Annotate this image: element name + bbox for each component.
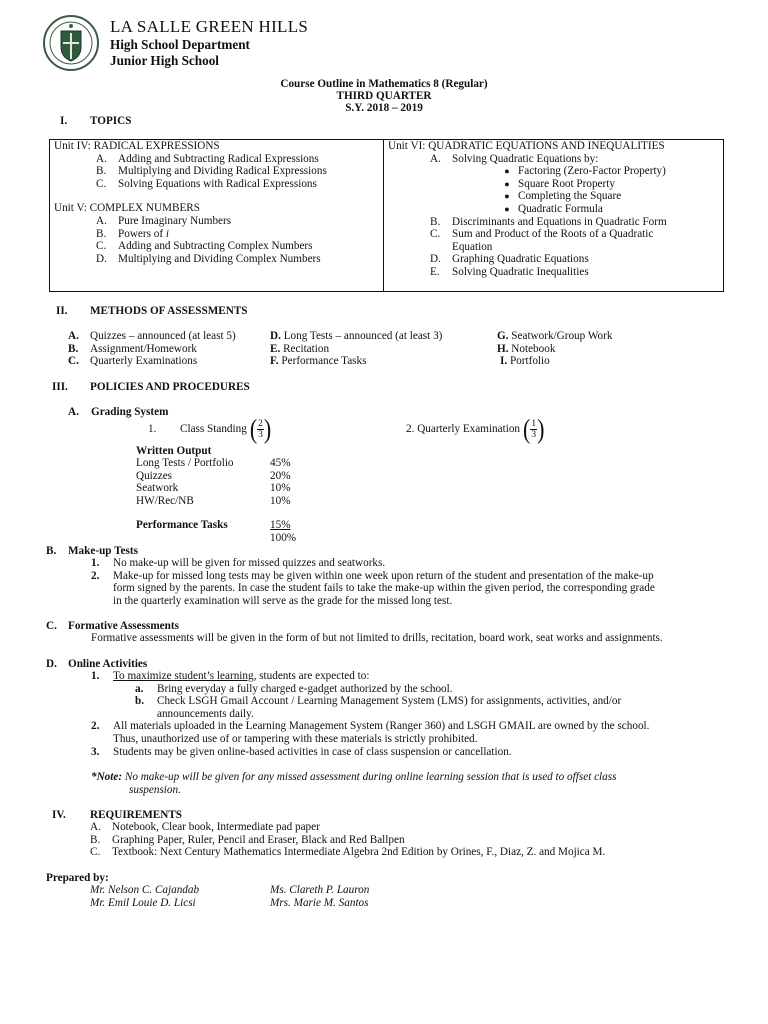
formative-title: Formative Assessments [68, 620, 179, 632]
bullet-item: ● Quadratic Formula [504, 202, 603, 215]
subsection-label: C. [46, 620, 57, 632]
list-item: C. Textbook: Next Century Mathematics Intermediate Algebra 2nd Edition by Orines, F., Diaz, Z. and Mojica M. [90, 846, 606, 859]
school-name: LA SALLE GREEN HILLS [110, 17, 309, 36]
quarterly-examination: 2. Quarterly Examination ( 1 3 ) [406, 412, 545, 444]
unit-item-list [54, 215, 379, 265]
unit-item-list [54, 153, 379, 191]
table-row: HW/Rec/NB 10% [136, 494, 291, 507]
school-year: S.Y. 2018 – 2019 [345, 102, 423, 114]
fraction-one-third: ( 1 3 ) [523, 412, 545, 444]
table-row-total: 100% [270, 531, 297, 544]
class-standing: 1. Class Standing ( 2 3 ) [148, 412, 272, 444]
list-item: C. Sum and Product of the Roots of a Quadratic [430, 228, 654, 241]
list-item: E. Recitation [270, 342, 330, 355]
subsection-label: D. [46, 658, 57, 670]
list-item: 2. All materials uploaded in the Learning Management System (Ranger 360) and LSGH GMAIL are owned by the school. Thus, unauthorized use of or tampering with these materials is strictly prohibited. [91, 720, 650, 745]
course-title: Course Outline in Mathematics 8 (Regular) [280, 78, 488, 90]
prepared-by-label: Prepared by: [46, 872, 109, 884]
methods-column-1 [68, 330, 236, 368]
list-item: 1. No make-up will be given for missed quizzes and seatworks. [91, 557, 386, 569]
quarter-title: THIRD QUARTER [336, 90, 432, 102]
section-number: III. [52, 381, 68, 393]
bullet-item: ● Factoring (Zero-Factor Property) [504, 165, 666, 178]
sub-list-item: a. Bring everyday a fully charged e-gadget authorized by the school. [135, 682, 453, 695]
list-item: 3. Students may be given online-based activities in case of class suspension or cancellation. [91, 745, 512, 758]
unit-title: Unit IV: RADICAL EXPRESSIONS [54, 140, 220, 152]
bullet-list [430, 165, 719, 215]
list-item: C. Solving Equations with Radical Expressions [96, 177, 317, 190]
bullet-item: ● Square Root Property [504, 177, 615, 190]
list-item: A. Adding and Subtracting Radical Expressions [96, 152, 319, 165]
list-item: C. Adding and Subtracting Complex Numbers [96, 240, 313, 253]
list-item: B. Multiplying and Dividing Radical Expressions [96, 165, 327, 178]
makeup-list [91, 557, 731, 607]
unit-title: Unit V: COMPLEX NUMBERS [54, 202, 200, 215]
preparer-name: Mr. Emil Louie D. Licsi [90, 896, 196, 909]
list-item: 2. Make-up for missed long tests may be given within one week upon return of the student and presentation of the make-up form signed by the parents. In case the student fails to take the make-up within the given period, the corresponding grade in the quarterly examination will serve as the grade for the missed long test. [91, 569, 655, 607]
list-item: D. Graphing Quadratic Equations [430, 253, 589, 266]
list-item: B. Powers of i [96, 227, 169, 240]
list-item: D. Long Tests – announced (at least 3) [270, 330, 443, 342]
preparer-name: Mrs. Marie M. Santos [270, 896, 369, 909]
topics-right-cell [384, 140, 724, 292]
unit-title: Unit VI: QUADRATIC EQUATIONS AND INEQUALITIES [388, 140, 665, 152]
table-row: Seatwork 10% [136, 482, 291, 495]
list-item: G. Seatwork/Group Work [497, 330, 613, 342]
bullet-item: ● Completing the Square [504, 190, 622, 203]
section-heading-methods: METHODS OF ASSESSMENTS [90, 305, 248, 317]
preparers-column-1 [90, 884, 199, 909]
online-activities-title: Online Activities [68, 658, 148, 670]
section-number: IV. [52, 809, 66, 821]
methods-column-2 [270, 330, 442, 368]
list-item: B. Graphing Paper, Ruler, Pencil and Eraser, Black and Red Ballpen [90, 833, 405, 846]
makeup-tests-title: Make-up Tests [68, 545, 138, 557]
online-list [91, 670, 731, 758]
department-name: High School Department [110, 37, 250, 52]
list-item: 1. To maximize student’s learning, students are expected to: [91, 670, 370, 682]
list-item: H. Notebook [497, 342, 556, 355]
section-heading-requirements: REQUIREMENTS [90, 809, 183, 821]
topics-left-cell [50, 140, 384, 292]
preparer-name: Mr. Nelson C. Cajandab [90, 884, 200, 896]
section-number: II. [56, 305, 68, 317]
note: *Note: No make-up will be given for any missed assessment during online learning session that is used to offset class suspension. [91, 771, 617, 796]
topics-table [49, 139, 724, 292]
subsection-label: A. [68, 406, 79, 418]
section-heading-policies: POLICIES AND PROCEDURES [90, 381, 250, 393]
section-number: I. [60, 115, 68, 127]
list-item: Equation [452, 240, 493, 253]
fraction-two-thirds: ( 2 3 ) [249, 412, 272, 444]
table-row: Quizzes 20% [136, 469, 291, 482]
list-item: A. Pure Imaginary Numbers [96, 214, 232, 227]
written-output-heading: Written Output [136, 445, 212, 457]
section-heading-topics: TOPICS [90, 115, 132, 127]
formative-text: Formative assessments will be given in the form of but not limited to drills, recitation, board work, seat works and assignments. [91, 632, 663, 644]
list-item: A. Quizzes – announced (at least 5) [68, 330, 236, 342]
list-item: A. Notebook, Clear book, Intermediate pad paper [90, 821, 320, 833]
table-row: Performance Tasks 15% [136, 519, 291, 532]
school-seal-logo [43, 14, 99, 72]
list-item: A. Solving Quadratic Equations by: [430, 152, 599, 165]
subsection-label: B. [46, 545, 57, 557]
requirements-list [90, 821, 740, 859]
preparers-column-2 [270, 884, 369, 909]
list-item: E. Solving Quadratic Inequalities [430, 265, 589, 278]
list-item: I. Portfolio [500, 355, 550, 368]
methods-column-3 [497, 330, 612, 368]
grading-system-title: Grading System [91, 406, 169, 418]
list-item: C. Quarterly Examinations [68, 355, 198, 368]
grading-table [136, 457, 296, 545]
list-item: F. Performance Tasks [270, 355, 367, 368]
table-row: Long Tests / Portfolio 45% [136, 457, 291, 469]
unit-item-list [388, 153, 719, 279]
list-item: D. Multiplying and Dividing Complex Numbers [96, 252, 321, 265]
sub-list-item: b. Check LSGH Gmail Account / Learning Management System (LMS) for assignments, activities, and/or announcements daily. [135, 695, 622, 720]
division-name: Junior High School [110, 53, 219, 68]
list-item: B. Assignment/Homework [68, 342, 197, 355]
list-item: B. Discriminants and Equations in Quadratic Form [430, 215, 667, 228]
preparer-name: Ms. Clareth P. Lauron [270, 884, 370, 896]
